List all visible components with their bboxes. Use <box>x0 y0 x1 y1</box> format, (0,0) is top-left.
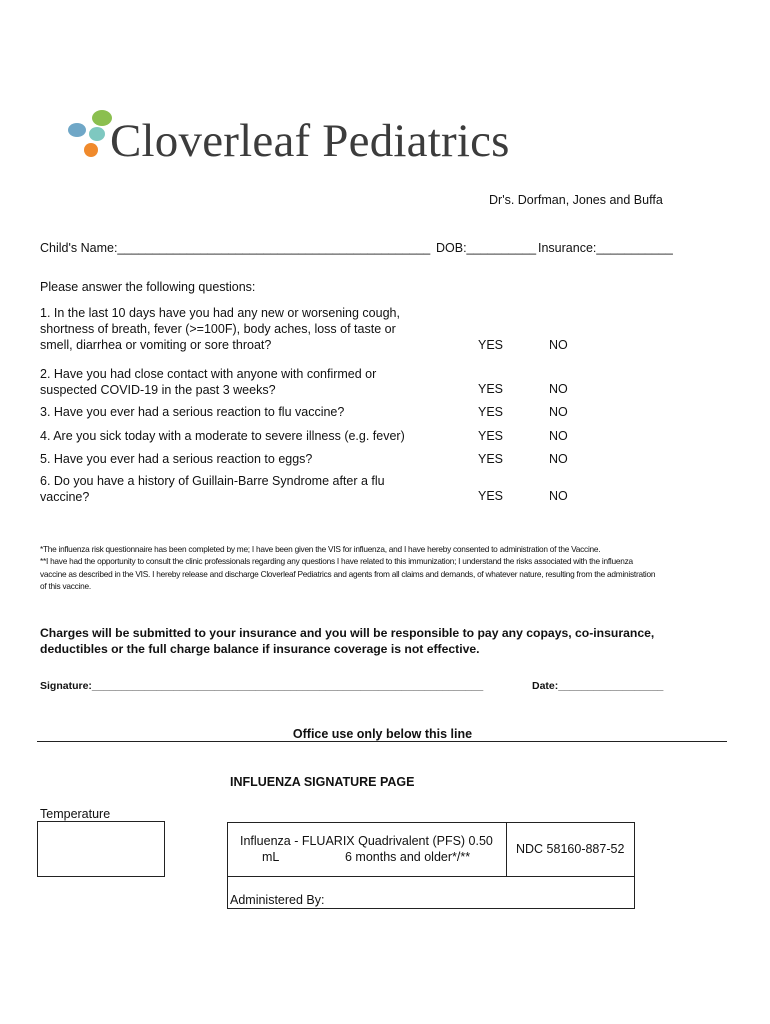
consent-line-2: **I have had the opportunity to consult the clinic professionals regarding any questions I have related to this immunization; I understand the risks associated with the influenza vaccine as described in the VIS. I hereby release and discharge Cloverleaf Pediatrics and agents from all claims and demands, of whatever nature, resulting from the administration of this vaccine. <box>40 556 656 592</box>
temperature-label: Temperature <box>40 807 111 821</box>
question-2: 2. Have you had close contact with anyone with confirmed or suspected COVID-19 in the past 3 weeks? <box>40 367 377 397</box>
consent-line-1: *The influenza risk questionnaire has been completed by me; I have been given the VIS for influenza, and I have hereby consented to administration of the Vaccine. <box>40 544 601 554</box>
question-1-yes[interactable]: YES <box>478 338 504 352</box>
question-6-yes[interactable]: YES <box>478 489 504 503</box>
ndc-code: NDC 58160-887-52 <box>516 842 625 856</box>
consent-disclaimer <box>40 543 660 593</box>
vaccine-line-1: Influenza - FLUARIX Quadrivalent (PFS) 0.50 <box>240 834 493 848</box>
clover-leaf-icon <box>66 108 114 158</box>
question-2-yes[interactable]: YES <box>478 382 504 396</box>
charges-notice: Charges will be submitted to your insurance and you will be responsible to pay any copays, co-insurance, deductibles or the full charge balance if insurance coverage is not effective. <box>40 626 655 656</box>
clinic-logo <box>66 108 556 170</box>
question-3-no[interactable]: NO <box>549 405 568 419</box>
question-3: 3. Have you ever had a serious reaction to flu vaccine? <box>40 405 345 419</box>
question-4: 4. Are you sick today with a moderate to severe illness (e.g. fever) <box>40 429 405 443</box>
question-1: 1. In the last 10 days have you had any new or worsening cough, shortness of breath, fever (>=100F), body aches, loss of taste or smell, diarrhea or vomiting or sore throat? <box>40 306 400 352</box>
vaccine-unit: mL <box>262 850 280 864</box>
office-use-heading: Office use only below this line <box>292 727 473 741</box>
insurance-field[interactable]: Insurance:___________ <box>538 241 673 255</box>
office-use-divider <box>37 741 727 742</box>
vaccine-table-row-divider <box>227 876 634 877</box>
question-5-no[interactable]: NO <box>549 452 568 466</box>
question-4-no[interactable]: NO <box>549 429 568 443</box>
question-6: 6. Do you have a history of Guillain-Barre Syndrome after a flu vaccine? <box>40 474 385 504</box>
questions-instructions: Please answer the following questions: <box>40 280 256 294</box>
question-1-no[interactable]: NO <box>549 338 568 352</box>
question-2-no[interactable]: NO <box>549 382 568 396</box>
vaccine-table-divider <box>506 822 507 876</box>
administered-by-field[interactable]: Administered By: <box>230 893 325 907</box>
temperature-box[interactable] <box>37 821 165 877</box>
question-3-yes[interactable]: YES <box>478 405 504 419</box>
doctors-line: Dr's. Dorfman, Jones and Buffa <box>489 193 663 207</box>
vaccine-age: 6 months and older*/** <box>345 850 471 864</box>
question-5: 5. Have you ever had a serious reaction to eggs? <box>40 452 313 466</box>
logo-text: Cloverleaf Pediatrics <box>110 115 510 167</box>
date-field[interactable]: Date:__________________ <box>532 680 664 692</box>
dob-field[interactable]: DOB:__________ <box>436 241 537 255</box>
signature-field[interactable]: Signature:___________________________________________________________________ <box>40 680 484 692</box>
question-4-yes[interactable]: YES <box>478 429 504 443</box>
question-6-no[interactable]: NO <box>549 489 568 503</box>
child-name-field[interactable]: Child's Name:_____________________________________________ <box>40 241 431 255</box>
influenza-page-title: INFLUENZA SIGNATURE PAGE <box>230 775 415 789</box>
question-5-yes[interactable]: YES <box>478 452 504 466</box>
